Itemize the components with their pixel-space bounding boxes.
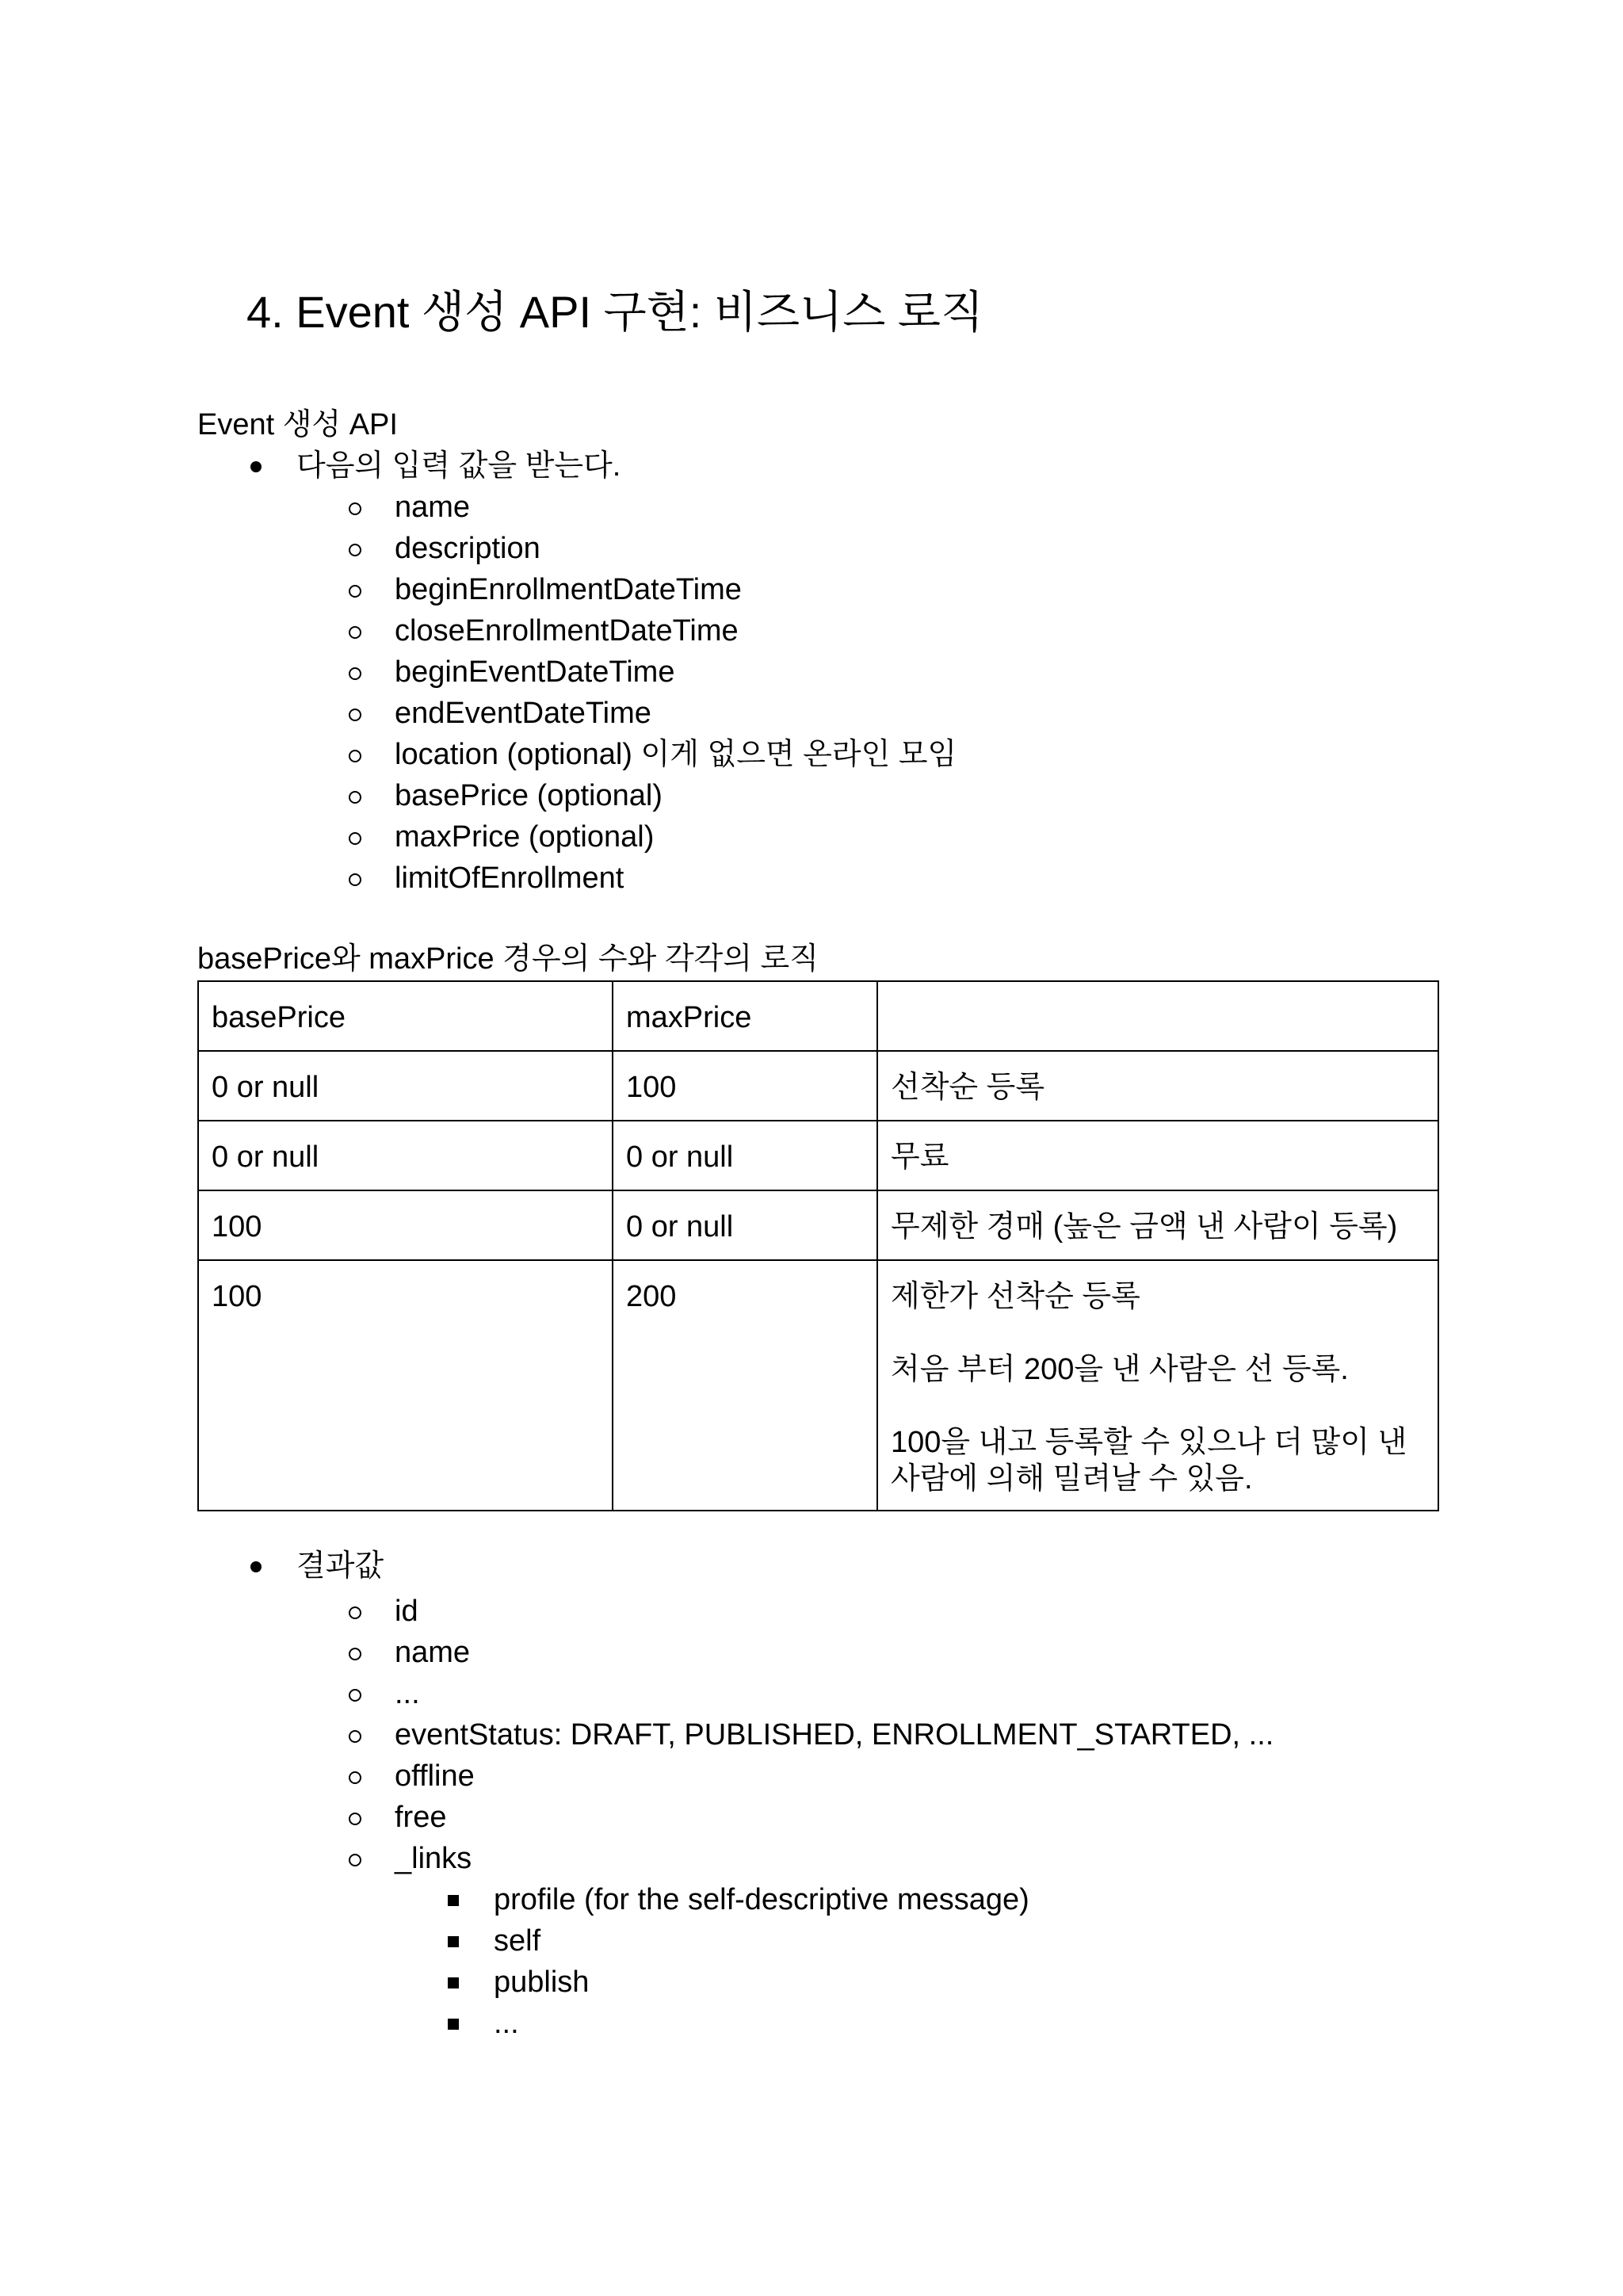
link-item-text: ... xyxy=(494,2007,519,2040)
table-cell: 0 or null xyxy=(198,1121,613,1190)
table-header-cell: maxPrice xyxy=(613,981,877,1051)
circle-bullet-icon xyxy=(349,502,361,515)
input-field-text: beginEventDateTime xyxy=(395,655,675,689)
cell-text: 무제한 경매 (높은 금액 낸 사람이 등록) xyxy=(891,1210,1398,1244)
table-cell xyxy=(877,1190,1438,1260)
disc-bullet-icon xyxy=(250,461,262,472)
circle-bullet-icon xyxy=(349,544,361,556)
table-cell: 200 xyxy=(613,1260,877,1511)
cell-text: 제한가 선착순 등록 xyxy=(891,1280,1140,1313)
link-item-text: self xyxy=(494,1924,541,1958)
input-field-text: beginEnrollmentDateTime xyxy=(395,573,742,606)
page-heading: 4. Event 생성 API 구현: 비즈니스 로직 xyxy=(246,287,984,337)
result-title: 결과값 xyxy=(296,1549,384,1583)
square-bullet-icon xyxy=(448,1895,459,1906)
circle-bullet-icon xyxy=(349,1813,361,1825)
result-field-text: name xyxy=(395,1636,471,1669)
cell-text: 처음 부터 200을 낸 사람은 선 등록. xyxy=(891,1353,1349,1386)
circle-bullet-icon xyxy=(349,1648,361,1660)
section-title: Event 생성 API xyxy=(197,408,398,441)
result-field-text: free xyxy=(395,1801,447,1834)
square-bullet-icon xyxy=(448,1936,459,1947)
table-cell: 100 xyxy=(198,1260,613,1511)
input-field-text: name xyxy=(395,491,471,524)
table-row xyxy=(198,1190,1438,1260)
result-field-text: id xyxy=(395,1595,418,1628)
table-row xyxy=(198,1260,1438,1511)
circle-bullet-icon xyxy=(349,626,361,639)
table-cell xyxy=(877,1260,1438,1511)
circle-bullet-icon xyxy=(349,585,361,598)
table-row xyxy=(198,1121,1438,1190)
table-header-cell xyxy=(877,981,1438,1051)
circle-bullet-icon xyxy=(349,791,361,804)
table-cell: 100 xyxy=(198,1190,613,1260)
link-item-text: profile (for the self-descriptive message) xyxy=(494,1883,1029,1916)
table-cell: 0 or null xyxy=(198,1051,613,1121)
circle-bullet-icon xyxy=(349,1606,361,1619)
result-field-text: eventStatus: DRAFT, PUBLISHED, ENROLLMENT_STARTED, ... xyxy=(395,1718,1274,1752)
circle-bullet-icon xyxy=(349,873,361,886)
result-field-text: ... xyxy=(395,1677,420,1710)
input-field-text: location (optional) 이게 없으면 온라인 모임 xyxy=(395,738,957,771)
link-item-text: publish xyxy=(494,1966,590,1999)
disc-bullet-icon xyxy=(250,1561,262,1572)
table-cell: 0 or null xyxy=(613,1121,877,1190)
circle-bullet-icon xyxy=(349,1771,361,1784)
table-caption: basePrice와 maxPrice 경우의 수와 각각의 로직 xyxy=(197,942,819,976)
table-cell: 0 or null xyxy=(613,1190,877,1260)
pricing-table xyxy=(197,980,1439,1511)
input-field-text: description xyxy=(395,532,540,565)
table-cell: 100 xyxy=(613,1051,877,1121)
input-field-text: basePrice (optional) xyxy=(395,779,663,812)
table-header-row xyxy=(198,981,1438,1051)
circle-bullet-icon xyxy=(349,709,361,721)
circle-bullet-icon xyxy=(349,1854,361,1866)
result-field-text: _links xyxy=(395,1842,472,1875)
cell-text: 선착순 등록 xyxy=(891,1071,1045,1104)
circle-bullet-icon xyxy=(349,750,361,762)
table-cell xyxy=(877,1121,1438,1190)
square-bullet-icon xyxy=(448,2019,459,2030)
input-field-text: closeEnrollmentDateTime xyxy=(395,614,739,648)
circle-bullet-icon xyxy=(349,667,361,680)
cell-text: 100을 내고 등록할 수 있으나 더 많이 낸 사람에 의해 밀려날 수 있음. xyxy=(891,1426,1407,1496)
table-header-cell: basePrice xyxy=(198,981,613,1051)
table-cell xyxy=(877,1051,1438,1121)
cell-text: 무료 xyxy=(891,1140,949,1174)
input-field-text: maxPrice (optional) xyxy=(395,820,655,854)
square-bullet-icon xyxy=(448,1977,459,1988)
circle-bullet-icon xyxy=(349,1689,361,1702)
circle-bullet-icon xyxy=(349,1730,361,1743)
circle-bullet-icon xyxy=(349,832,361,845)
input-field-text: endEventDateTime xyxy=(395,697,651,730)
table-row xyxy=(198,1051,1438,1121)
result-field-text: offline xyxy=(395,1759,475,1793)
input-intro-text: 다음의 입력 값을 받는다. xyxy=(296,449,621,483)
input-field-text: limitOfEnrollment xyxy=(395,861,624,895)
